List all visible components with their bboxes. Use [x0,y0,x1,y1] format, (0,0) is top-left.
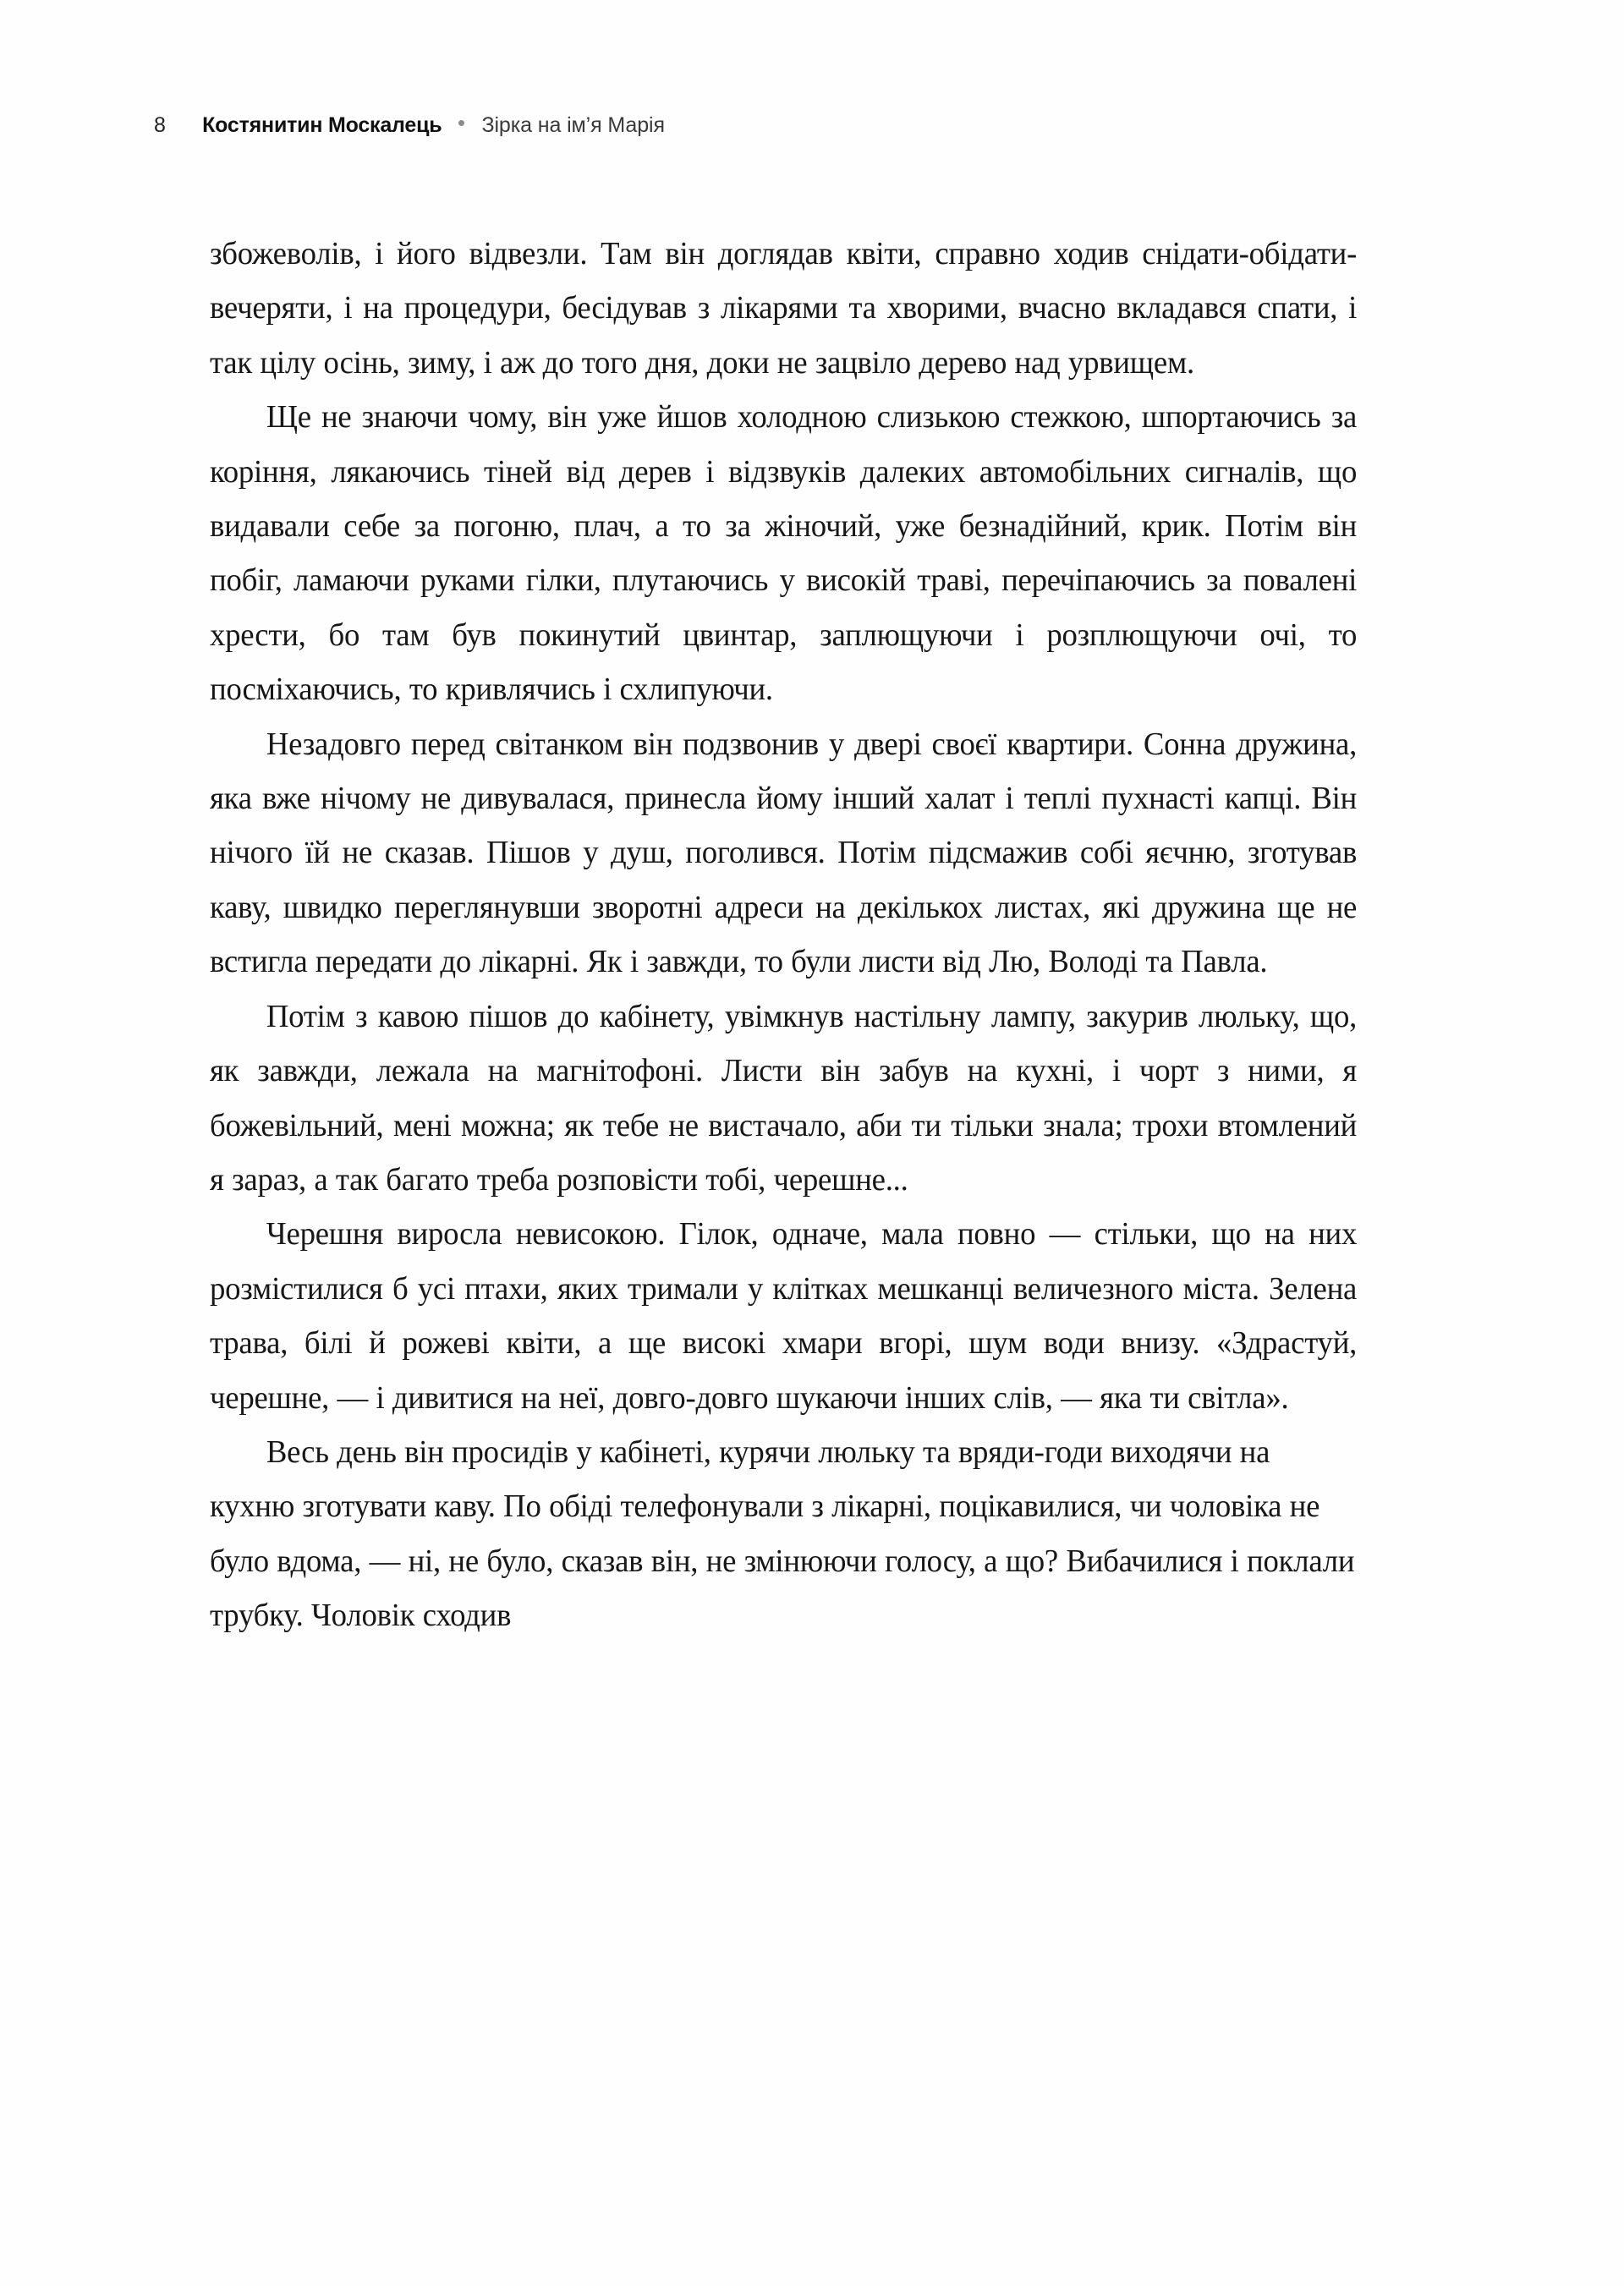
paragraph: Весь день він просидів у кабінеті, курячи люльку та вряди-годи виходячи на кухню зготувати каву. По обіді телефонували з лікарні, поцікавилися, чи чоловіка не було вдома, — ні, не було, сказав він, не змінюючи голосу, а що? Вибачилися і поклали трубку. Чоловік сходив [210,1434,1355,1634]
paragraph: Ще не знаючи чому, він уже йшов холодною слизькою стежкою, шпортаючись за коріння, лякаючись тіней від дерев і відзвуків далеких автомобільних сигналів, що видавали себе за погоню, плач, а то за жіночий, уже безнадійний, крик. Потім він побіг, ламаючи руками гілки, плутаючись у високій траві, перечіпаючись за повалені хрести, бо там був покинутий цвинтар, заплющуючи і розплющуючи очі, то посміхаючись, то кривлячись і схлипуючи. [210,399,1358,708]
running-head-title: Зірка на ім’я Марія [481,112,665,137]
paragraph: збожеволів, і його відвезли. Там він доглядав квіти, справно ходив снідати-обідати-вечеряти, і на процедури, бесідував з лікарями та хворими, вчасно вкладався спати, і так цілу осінь, зиму, і аж до того дня, доки не зацвіло дерево над урвищем. [210,236,1358,381]
page-number: 8 [154,112,167,137]
paragraph: Потім з кавою пішов до кабінету, увімкнув настільну лампу, закурив люльку, що, як завжди, лежала на магнітофоні. Листи він забув на кухні, і чорт з ними, я божевільний, мені можна; як тебе не вистачало, аби ти тільки знала; трохи втомлений я зараз, а так багато треба розповісти тобі, черешне... [210,998,1358,1198]
running-head-author: Костянитин Москалець [202,112,442,137]
bullet-dot-icon [458,120,464,126]
paragraph: Черешня виросла невисокою. Гілок, одначе, мала повно — стільки, що на них розмістилися б усі птахи, яких тримали у клітках мешканці величезного міста. Зелена трава, білі й рожеві квіти, а ще високі хмари вгорі, шум води внизу. «Здрастуй, черешне, — і дивитися на неї, довго-довго шукаючи інших слів, — яка ти світла». [210,1216,1358,1416]
paragraph: Незадовго перед світанком він подзвонив у двері своєї квартири. Сонна дружина, яка вже нічому не дивувалася, принесла йому інший халат і теплі пухнасті капці. Він нічого їй не сказав. Пішов у душ, поголився. Потім підсмажив собі яєчню, зготував каву, швидко переглянувши зворотні адреси на декількох листах, які дружина ще не встигла передати до лікарні. Як і завжди, то були листи від Лю, Володі та Павла. [210,726,1358,980]
running-head [154,108,1470,142]
body-text-block [210,227,1411,1643]
